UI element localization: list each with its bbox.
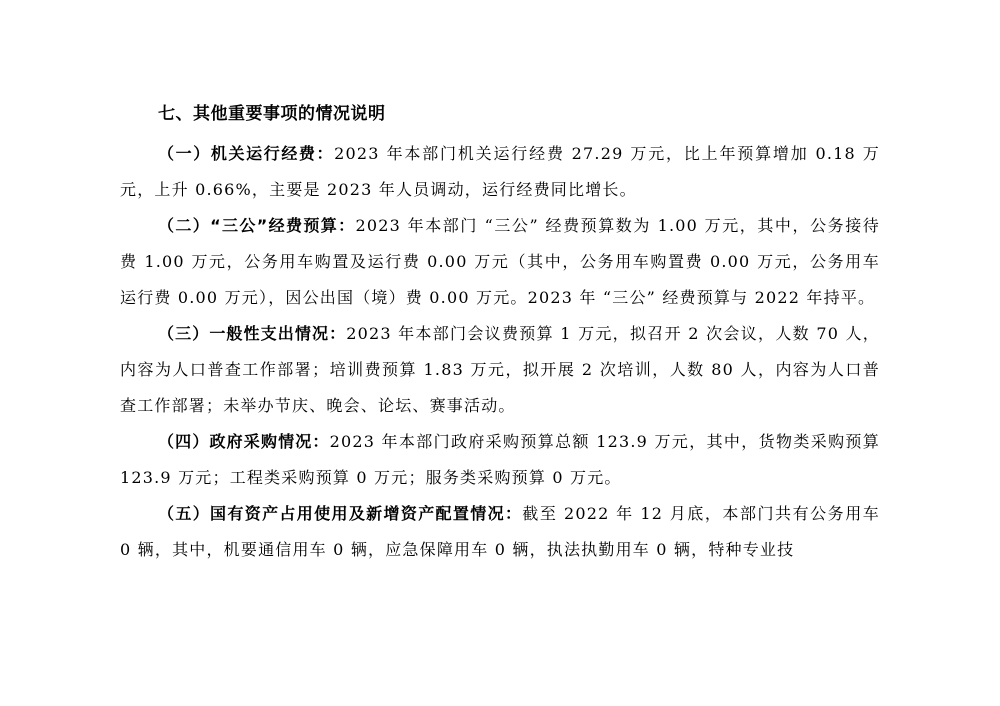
paragraph-label: （一）机关运行经费： [158,144,335,163]
paragraph-text: 2023 年本部门会议费预算 1 万元，拟召开 2 次会议，人数 70 人，内容为人口普查工作部署；培训费预算 1.83 万元，拟开展 2 次培训，人数 80 人，内容为人口普查工作部署；未举办节庆、晚会、论坛、赛事活动。 [120,324,880,415]
paragraph-label: （五）国有资产占用使用及新增资产配置情况： [158,504,523,523]
paragraph-text: 2023 年本部门政府采购预算总额 123.9 万元，其中，货物类采购预算 123.9 万元；工程类采购预算 0 万元；服务类采购预算 0 万元。 [120,432,880,487]
document-page [120,100,880,568]
paragraph-text: 2023 年本部门 “三公” 经费预算数为 1.00 万元，其中，公务接待费 1.00 万元，公务用车购置及运行费 0.00 万元（其中，公务用车购置费 0.00 万元，公务用车运行费 0.00 万元），因公出国（境）费 0.00 万元。2023 年 “三公” 经费预算与 2022 年持平。 [120,216,880,307]
paragraph-state-assets [120,496,880,568]
paragraph-three-public-expenses [120,208,880,316]
paragraph-label: （四）政府采购情况： [158,432,330,451]
section-title: 七、其他重要事项的情况说明 [158,104,386,124]
paragraph-label: （三）一般性支出情况： [158,324,347,343]
paragraph-operating-expenses [120,136,880,208]
paragraph-government-procurement [120,424,880,496]
paragraph-text: 截至 2022 年 12 月底，本部门共有公务用车 0 辆，其中，机要通信用车 0 辆，应急保障用车 0 辆，执法执勤用车 0 辆，特种专业技 [120,504,880,559]
paragraph-label: （二）“三公”经费预算： [158,216,356,235]
paragraph-general-expenditure [120,316,880,424]
paragraph-text: 2023 年本部门机关运行经费 27.29 万元，比上年预算增加 0.18 万元，上升 0.66%，主要是 2023 年人员调动，运行经费同比增长。 [120,144,880,199]
